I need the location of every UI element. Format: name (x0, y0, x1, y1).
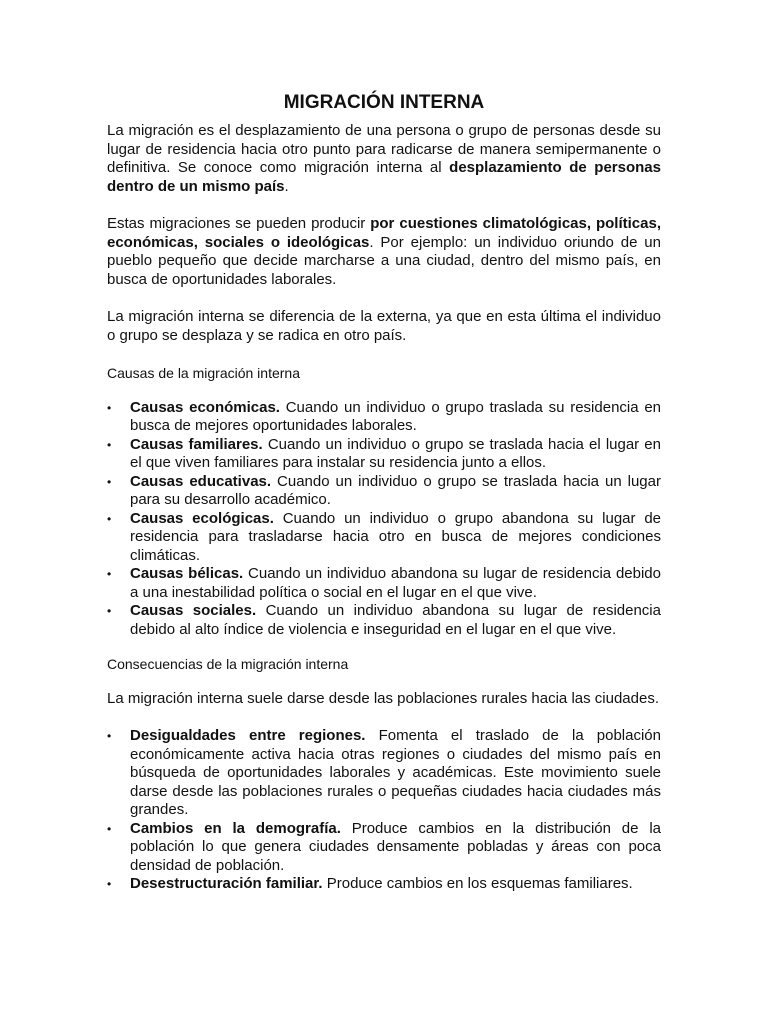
list-item (107, 875, 661, 894)
cause-label: Causas familiares. (130, 435, 263, 453)
list-item (107, 473, 661, 510)
intro-p2-end: . Por ejemplo: un individuo oriundo de un pueblo pequeño que decide marcharse a una ciudad, dentro del mismo país, en busca de oportunidades laborales. (107, 233, 661, 288)
cause-label: Causas económicas. (130, 398, 280, 416)
intro-p1-text: La migración es el desplazamiento de una persona o grupo de personas desde su lugar de residencia hacia otro punto para radicarse de manera semipermanente o definitiva. Se conoce como migración interna al (107, 122, 661, 176)
intro-paragraph-1 (107, 122, 661, 196)
bullet-icon: • (107, 567, 112, 581)
consequence-label: Cambios en la demografía. (130, 819, 341, 837)
consequences-heading: Consecuencias de la migración interna (107, 656, 349, 672)
list-item (107, 727, 661, 820)
bullet-icon: • (107, 437, 112, 452)
intro-p2-bold: por cuestiones climatológicas, políticas, económicas, sociales o ideológicas (107, 215, 661, 251)
consequence-text: Produce cambios en los esquemas familiares. (322, 875, 633, 892)
intro-paragraph-2 (107, 215, 661, 289)
list-item (107, 820, 661, 876)
list-item (107, 602, 661, 639)
list-item (107, 565, 661, 602)
bullet-icon: • (107, 400, 112, 415)
cause-label: Causas ecológicas. (130, 509, 274, 527)
cause-label: Causas bélicas. (130, 565, 244, 582)
consequences-intro: La migración interna suele darse desde las poblaciones rurales hacia las ciudades. (107, 689, 659, 707)
consequence-text: Fomenta el traslado de la población económicamente activa hacia otras regiones o ciudades del mismo país en búsqueda de oportunidades laborales y académicas. Este movimiento suele darse desde las poblaciones rurales o pequeñas ciudades hacia ciudades más grandes. (130, 727, 661, 818)
intro-paragraph-3: La migración interna se diferencia de la externa, ya que en esta última el individuo o grupo se desplaza y se radica en otro país. (107, 308, 661, 344)
cause-text: Cuando un individuo o grupo se traslada hacia un lugar para su desarrollo académico. (130, 472, 661, 508)
cause-label: Causas sociales. (130, 602, 257, 619)
cause-text: Cuando un individuo abandona su lugar de residencia debido a una inestabilidad política o social en el lugar en el que vive. (130, 565, 661, 601)
causes-list (107, 399, 661, 640)
bullet-icon: • (107, 474, 112, 489)
intro-p2-text: Estas migraciones se pueden producir (107, 215, 371, 232)
bullet-icon: • (107, 729, 112, 743)
cause-label: Causas educativas. (130, 472, 272, 490)
bullet-icon: • (107, 821, 112, 836)
causes-heading: Causas de la migración interna (107, 365, 300, 381)
consequence-label: Desestructuración familiar. (130, 875, 323, 892)
bullet-icon: • (107, 511, 112, 526)
intro-p1-end: . (284, 177, 289, 195)
cause-text: Cuando un individuo abandona su lugar de residencia debido al alto índice de violencia e inseguridad en el lugar en el que vive. (130, 602, 661, 638)
bullet-icon: • (107, 604, 112, 618)
intro-p1-bold: desplazamiento de personas dentro de un mismo país (107, 159, 661, 195)
consequence-text: Produce cambios en la distribución de la población lo que genera ciudades densamente pobladas y áreas con poca densidad de población. (130, 819, 661, 874)
list-item (107, 399, 661, 436)
consequences-list (107, 727, 661, 894)
cause-text: Cuando un individuo o grupo se traslada hacia el lugar en el que viven familiares para instalar su residencia junto a ellos. (130, 435, 661, 471)
cause-text: Cuando un individuo o grupo traslada su residencia en busca de mejores oportunidades laborales. (130, 398, 662, 434)
list-item (107, 436, 661, 473)
page-title: MIGRACIÓN INTERNA (283, 92, 485, 113)
bullet-icon: • (107, 877, 112, 891)
cause-text: Cuando un individuo o grupo abandona su lugar de residencia para trasladarse hacia otro en busca de mejores condiciones climáticas. (130, 509, 661, 564)
consequence-label: Desigualdades entre regiones. (130, 727, 366, 744)
list-item (107, 510, 661, 566)
